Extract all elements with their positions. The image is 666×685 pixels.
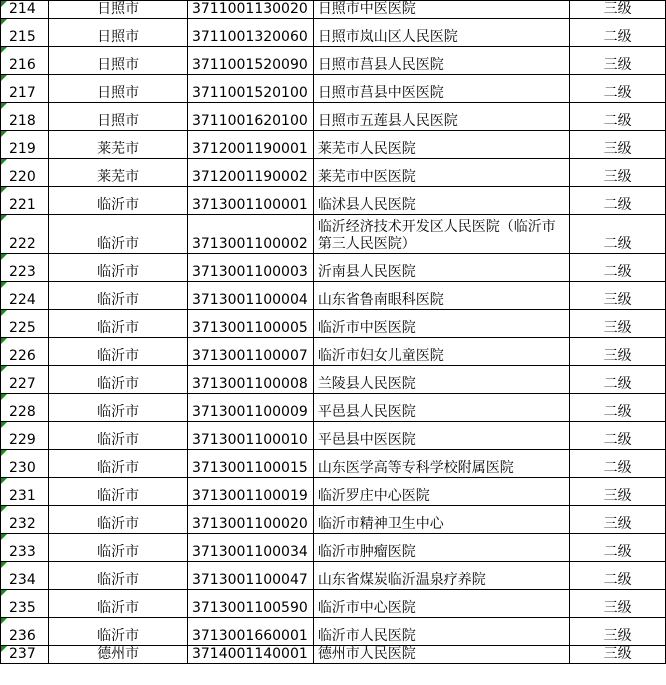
hospital-name-cell: 沂南县人民医院 [313, 254, 569, 282]
hospital-name-cell: 日照市五莲县人民医院 [313, 103, 569, 131]
level-cell: 二级 [570, 254, 666, 282]
row-number-cell: 221 [1, 187, 49, 215]
code-cell: 3713001100019 [187, 478, 313, 506]
row-number-cell: 233 [1, 534, 49, 562]
hospital-name-cell: 山东省鲁南眼科医院 [313, 282, 569, 310]
hospital-name-cell: 临沂市中心医院 [313, 590, 569, 618]
level-cell: 二级 [570, 75, 666, 103]
row-number-cell: 214 [1, 1, 49, 19]
code-cell: 3713001660001 [187, 618, 313, 646]
table-row [1, 618, 666, 646]
hospital-name-cell: 平邑县中医医院 [313, 422, 569, 450]
city-cell: 临沂市 [49, 562, 188, 590]
city-cell: 日照市 [49, 75, 188, 103]
code-cell: 3711001320060 [187, 19, 313, 47]
level-cell: 三级 [570, 310, 666, 338]
code-cell: 3713001100034 [187, 534, 313, 562]
hospital-name-cell: 临沂罗庄中心医院 [313, 478, 569, 506]
hospital-name-cell: 兰陵县人民医院 [313, 366, 569, 394]
row-number-cell: 226 [1, 338, 49, 366]
level-cell: 三级 [570, 590, 666, 618]
city-cell: 临沂市 [49, 310, 188, 338]
table-row [1, 646, 666, 664]
hospital-table-body [1, 1, 666, 664]
table-row [1, 394, 666, 422]
code-cell: 3713001100047 [187, 562, 313, 590]
row-number-cell: 237 [1, 646, 49, 664]
row-number-cell: 228 [1, 394, 49, 422]
table-row [1, 103, 666, 131]
table-row [1, 131, 666, 159]
code-cell: 3713001100020 [187, 506, 313, 534]
level-cell: 三级 [570, 506, 666, 534]
row-number-cell: 222 [1, 215, 49, 254]
hospital-name-cell: 日照市莒县人民医院 [313, 47, 569, 75]
table-row [1, 506, 666, 534]
city-cell: 日照市 [49, 19, 188, 47]
level-cell: 三级 [570, 159, 666, 187]
city-cell: 临沂市 [49, 478, 188, 506]
row-number-cell: 224 [1, 282, 49, 310]
code-cell: 3711001520100 [187, 75, 313, 103]
row-number-cell: 227 [1, 366, 49, 394]
city-cell: 莱芜市 [49, 131, 188, 159]
code-cell: 3711001130020 [187, 1, 313, 19]
row-number-cell: 217 [1, 75, 49, 103]
city-cell: 临沂市 [49, 254, 188, 282]
table-row [1, 254, 666, 282]
hospital-name-cell: 日照市中医医院 [313, 1, 569, 19]
hospital-name-cell: 德州市人民医院 [313, 646, 569, 664]
hospital-name-cell: 日照市莒县中医医院 [313, 75, 569, 103]
hospital-name-cell: 临沂市肿瘤医院 [313, 534, 569, 562]
level-cell: 二级 [570, 366, 666, 394]
row-number-cell: 236 [1, 618, 49, 646]
code-cell: 3713001100005 [187, 310, 313, 338]
table-row [1, 590, 666, 618]
row-number-cell: 225 [1, 310, 49, 338]
code-cell: 3712001190002 [187, 159, 313, 187]
hospital-name-cell: 临沭县人民医院 [313, 187, 569, 215]
city-cell: 临沂市 [49, 422, 188, 450]
city-cell: 临沂市 [49, 534, 188, 562]
city-cell: 临沂市 [49, 590, 188, 618]
level-cell: 二级 [570, 422, 666, 450]
level-cell: 二级 [570, 562, 666, 590]
city-cell: 临沂市 [49, 215, 188, 254]
level-cell: 二级 [570, 187, 666, 215]
row-number-cell: 232 [1, 506, 49, 534]
hospital-name-cell: 莱芜市中医医院 [313, 159, 569, 187]
code-cell: 3713001100015 [187, 450, 313, 478]
level-cell: 二级 [570, 450, 666, 478]
hospital-name-cell: 临沂市精神卫生中心 [313, 506, 569, 534]
city-cell: 临沂市 [49, 338, 188, 366]
city-cell: 临沂市 [49, 506, 188, 534]
code-cell: 3713001100007 [187, 338, 313, 366]
code-cell: 3713001100009 [187, 394, 313, 422]
table-row [1, 19, 666, 47]
table-row [1, 366, 666, 394]
code-cell: 3713001100004 [187, 282, 313, 310]
code-cell: 3714001140001 [187, 646, 313, 664]
hospital-name-cell: 临沂市中医医院 [313, 310, 569, 338]
table-row [1, 159, 666, 187]
row-number-cell: 220 [1, 159, 49, 187]
row-number-cell: 223 [1, 254, 49, 282]
code-cell: 3713001100003 [187, 254, 313, 282]
table-row [1, 534, 666, 562]
level-cell: 二级 [570, 394, 666, 422]
row-number-cell: 215 [1, 19, 49, 47]
hospital-name-cell: 莱芜市人民医院 [313, 131, 569, 159]
row-number-cell: 218 [1, 103, 49, 131]
hospital-name-cell: 平邑县人民医院 [313, 394, 569, 422]
level-cell: 三级 [570, 1, 666, 19]
code-cell: 3713001100002 [187, 215, 313, 254]
row-number-cell: 216 [1, 47, 49, 75]
table-row [1, 75, 666, 103]
code-cell: 3711001520090 [187, 47, 313, 75]
table-row [1, 478, 666, 506]
level-cell: 三级 [570, 338, 666, 366]
level-cell: 三级 [570, 282, 666, 310]
code-cell: 3712001190001 [187, 131, 313, 159]
row-number-cell: 229 [1, 422, 49, 450]
city-cell: 莱芜市 [49, 159, 188, 187]
table-row [1, 47, 666, 75]
table-row [1, 562, 666, 590]
row-number-cell: 234 [1, 562, 49, 590]
city-cell: 临沂市 [49, 187, 188, 215]
table-row [1, 282, 666, 310]
table-row [1, 310, 666, 338]
code-cell: 3713001100590 [187, 590, 313, 618]
city-cell: 临沂市 [49, 618, 188, 646]
hospital-name-cell: 临沂市人民医院 [313, 618, 569, 646]
city-cell: 临沂市 [49, 394, 188, 422]
table-row [1, 338, 666, 366]
level-cell: 三级 [570, 478, 666, 506]
hospital-name-cell: 临沂市妇女儿童医院 [313, 338, 569, 366]
hospital-name-cell: 山东省煤炭临沂温泉疗养院 [313, 562, 569, 590]
level-cell: 三级 [570, 131, 666, 159]
level-cell: 二级 [570, 215, 666, 254]
row-number-cell: 235 [1, 590, 49, 618]
table-row [1, 450, 666, 478]
level-cell: 三级 [570, 618, 666, 646]
city-cell: 临沂市 [49, 450, 188, 478]
hospital-name-cell: 临沂经济技术开发区人民医院（临沂市第三人民医院） [313, 215, 569, 254]
level-cell: 二级 [570, 534, 666, 562]
code-cell: 3713001100010 [187, 422, 313, 450]
code-cell: 3713001100001 [187, 187, 313, 215]
level-cell: 三级 [570, 646, 666, 664]
hospital-name-cell: 日照市岚山区人民医院 [313, 19, 569, 47]
table-row [1, 215, 666, 254]
city-cell: 德州市 [49, 646, 188, 664]
city-cell: 日照市 [49, 103, 188, 131]
level-cell: 二级 [570, 103, 666, 131]
row-number-cell: 230 [1, 450, 49, 478]
code-cell: 3713001100008 [187, 366, 313, 394]
city-cell: 临沂市 [49, 366, 188, 394]
hospital-name-cell: 山东医学高等专科学校附属医院 [313, 450, 569, 478]
city-cell: 临沂市 [49, 282, 188, 310]
level-cell: 三级 [570, 47, 666, 75]
city-cell: 日照市 [49, 1, 188, 19]
row-number-cell: 231 [1, 478, 49, 506]
table-row [1, 1, 666, 19]
table-row [1, 422, 666, 450]
code-cell: 3711001620100 [187, 103, 313, 131]
table-row [1, 187, 666, 215]
row-number-cell: 219 [1, 131, 49, 159]
level-cell: 二级 [570, 19, 666, 47]
city-cell: 日照市 [49, 47, 188, 75]
